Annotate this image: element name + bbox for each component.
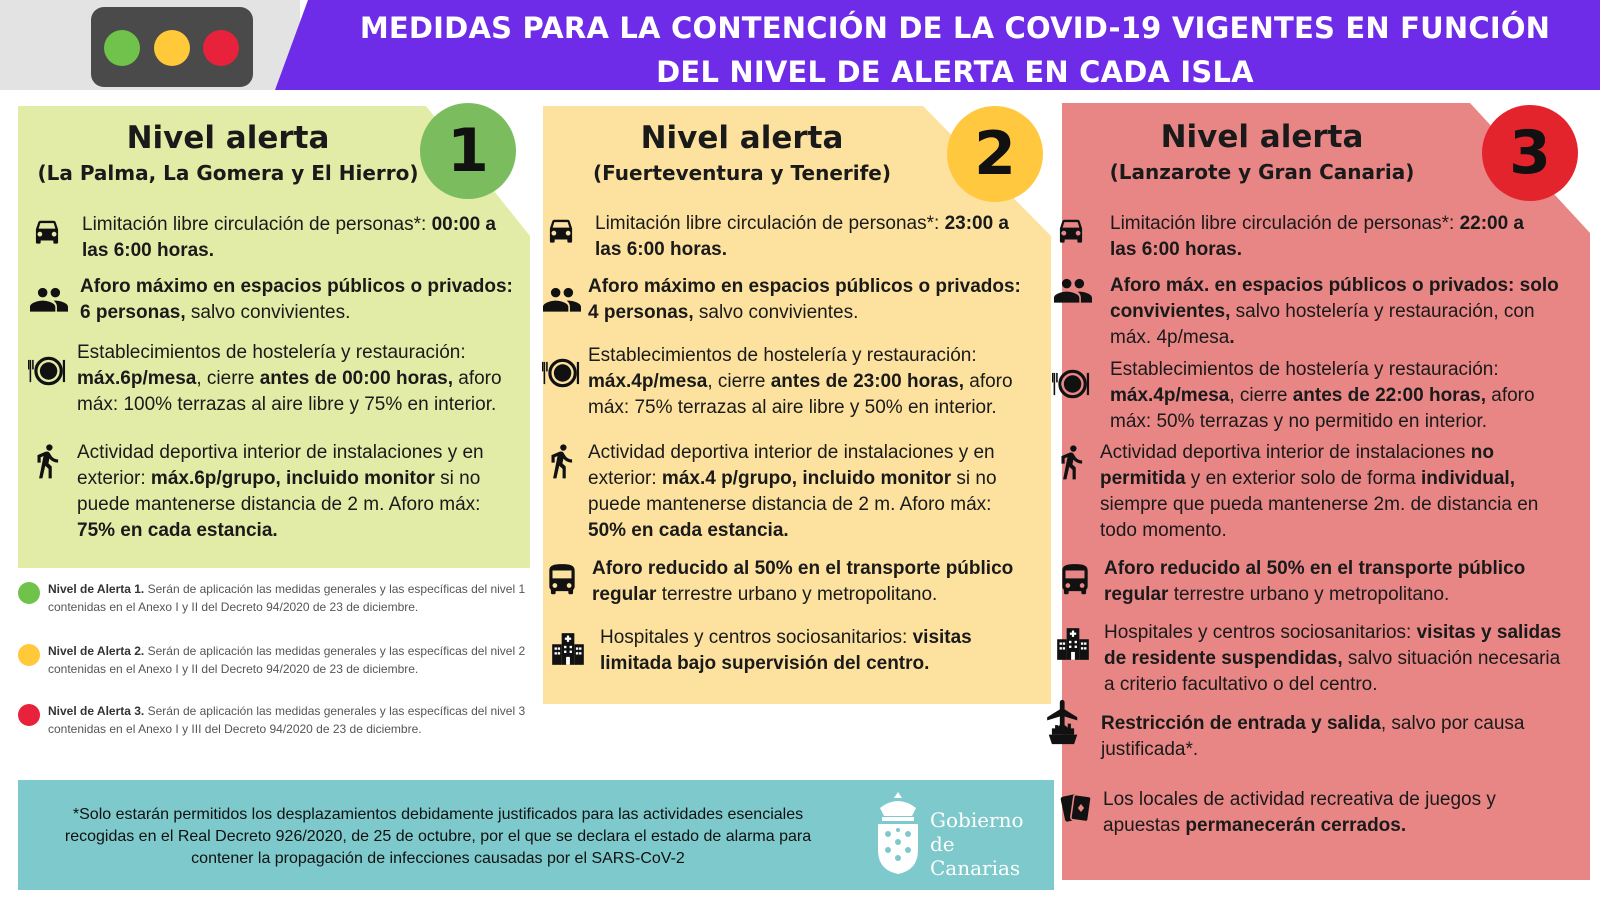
measure-text-bold: visitas y salidas de residente suspendidas, xyxy=(1104,622,1562,669)
people-icon xyxy=(30,280,68,318)
level-number-badge: 3 xyxy=(1482,105,1578,201)
measure-text-bold: antes de 23:00 horas, xyxy=(770,371,964,392)
measure-item xyxy=(600,625,1025,677)
panel-title-main: Nivel alerta xyxy=(126,120,330,156)
page-title-line-1: MEDIDAS PARA LA CONTENCIÓN DE LA COVID-19 VIGENTES EN FUNCIÓN xyxy=(359,11,1551,45)
measure-text-bold: máx.4p/mesa xyxy=(1110,385,1230,406)
note-body: Serán de aplicación las medidas generales y las específicas del nivel 1 contenidas en el Anexo I y II del Decreto 94/2020 de 23 de diciembre. xyxy=(48,582,526,614)
plate-icon xyxy=(1052,365,1090,403)
measure-text: Actividad deportiva interior de instalaciones y en exterior: xyxy=(588,442,995,489)
note-title: Nivel de Alerta 1. xyxy=(48,582,145,596)
measure-text: Limitación libre circulación de personas*: xyxy=(82,214,432,235)
measure-text: Establecimientos de hostelería y restauración: xyxy=(77,342,466,363)
measure-text: salvo hostelería y restauración, con máx. 4p/mesa xyxy=(1110,301,1535,348)
measure-text: terrestre urbano y metropolitano. xyxy=(1168,584,1450,605)
panel-title-islands: (La Palma, La Gomera y El Hierro) xyxy=(37,161,419,185)
panel-title xyxy=(18,118,438,188)
runner-icon xyxy=(1052,443,1090,481)
measure-item xyxy=(1103,787,1543,839)
measure-item xyxy=(588,343,1033,421)
bus-icon xyxy=(543,561,581,599)
measure-text: aforo máx: 50% terrazas y no permitido en interior. xyxy=(1110,385,1535,432)
alert-level-1-panel xyxy=(18,106,530,568)
measure-text: Actividad deportiva interior de instalaciones y en exterior: xyxy=(77,442,484,489)
car-icon xyxy=(28,212,66,250)
measure-text-bold: 22:00 a las 6:00 horas. xyxy=(1110,213,1525,260)
measure-item xyxy=(592,556,1037,608)
canarias-shield-icon xyxy=(870,790,926,876)
runner-icon xyxy=(542,442,580,480)
measure-text-bold: permanecerán cerrados. xyxy=(1185,815,1407,836)
measure-text: , cierre xyxy=(196,368,260,389)
bus-icon xyxy=(1056,561,1094,599)
measure-text-bold: antes de 00:00 horas, xyxy=(259,368,453,389)
yellow-dot-icon xyxy=(18,644,40,666)
hospital-icon xyxy=(1054,625,1092,663)
note-body: Serán de aplicación las medidas generales y las específicas del nivel 3 contenidas en el Anexo I y III del Decreto 94/2020 de 23 de diciembre. xyxy=(48,704,526,736)
page-title xyxy=(320,6,1590,94)
measure-text: si no puede mantenerse distancia de 2 m. Aforo máx: xyxy=(588,468,997,515)
measure-text-bold: Aforo máximo en espacios públicos o privados: 4 personas, xyxy=(588,276,1021,323)
measure-item xyxy=(77,340,517,418)
note-body: Serán de aplicación las medidas generales y las específicas del nivel 2 contenidas en el Anexo I y II del Decreto 94/2020 de 23 de diciembre. xyxy=(48,644,526,676)
measure-item xyxy=(595,211,1025,263)
measure-text: salvo convivientes. xyxy=(185,302,351,323)
runner-icon xyxy=(28,442,66,480)
measure-text: siempre que pueda mantenerse 2m. de distancia en todo momento. xyxy=(1100,494,1539,541)
panel-title-main: Nivel alerta xyxy=(1160,119,1364,155)
measure-text-bold: 00:00 a las 6:00 horas. xyxy=(82,214,497,261)
measure-text-bold: máx.6p/grupo, incluido monitor xyxy=(150,468,435,489)
level-number-badge: 1 xyxy=(420,103,516,199)
measure-text: Hospitales y centros sociosanitarios: xyxy=(1104,622,1417,643)
measure-item xyxy=(588,274,1033,326)
level-number-badge: 2 xyxy=(947,106,1043,202)
measure-item xyxy=(77,440,517,544)
note-title: Nivel de Alerta 3. xyxy=(48,704,145,718)
panel-title-islands: (Fuerteventura y Tenerife) xyxy=(592,161,892,185)
measure-text-bold: no permitida xyxy=(1100,442,1494,489)
measure-text: y en exterior solo de forma xyxy=(1185,468,1422,489)
footer-note: *Solo estarán permitidos los desplazamientos debidamente justificados para las actividades esenciales recogidas en el Real Decreto 926/2020, de 25 de octubre, por el que se declara el estado de alarma para contener la propagación de infecciones causadas por el SARS-CoV-2 xyxy=(64,806,812,867)
measure-text-bold: Restricción de entrada y salida xyxy=(1101,713,1381,734)
measure-text: Hospitales y centros sociosanitarios: xyxy=(600,627,913,648)
measure-item xyxy=(1110,357,1566,435)
footer-banner xyxy=(18,780,1054,890)
logo-text xyxy=(930,808,1050,880)
measure-text: Establecimientos de hostelería y restauración: xyxy=(588,345,977,366)
alert-level-3-panel xyxy=(1062,103,1590,880)
page-title-line-2: DEL NIVEL DE ALERTA EN CADA ISLA xyxy=(656,55,1254,89)
gobierno-de-canarias-logo xyxy=(870,790,1050,880)
measure-text-bold: Aforo reducido al 50% en el transporte público regular xyxy=(1104,558,1526,605)
measure-text-bold: Aforo reducido al 50% en el transporte público regular xyxy=(592,558,1014,605)
measure-text-bold: visitas limitada bajo supervisión del centro. xyxy=(600,627,972,674)
measure-text: Los locales de actividad recreativa de juegos y apuestas xyxy=(1103,789,1496,836)
green-light xyxy=(104,30,140,66)
measure-text-bold: Aforo máx. en espacios públicos o privados: solo convivientes, xyxy=(1110,275,1559,322)
measure-text: Actividad deportiva interior de instalaciones xyxy=(1100,442,1471,463)
measure-text: Establecimientos de hostelería y restauración: xyxy=(1110,359,1499,380)
panel-title-main: Nivel alerta xyxy=(640,120,844,156)
measure-text: , salvo por causa justificada*. xyxy=(1101,713,1525,760)
measure-item xyxy=(1104,620,1574,698)
measure-text-bold: 75% en cada estancia. xyxy=(77,520,278,541)
panel-title xyxy=(543,118,941,188)
green-dot-icon xyxy=(18,582,40,604)
red-light xyxy=(203,30,239,66)
cards-icon xyxy=(1058,789,1096,827)
panel-title-islands: (Lanzarote y Gran Canaria) xyxy=(1109,160,1415,184)
measure-text-bold: máx.4 p/grupo, incluido monitor xyxy=(661,468,952,489)
red-dot-icon xyxy=(18,704,40,726)
measure-text-bold: 23:00 a las 6:00 horas. xyxy=(595,213,1010,260)
measure-item xyxy=(1104,556,1564,608)
panel-title xyxy=(1062,117,1462,187)
note-title: Nivel de Alerta 2. xyxy=(48,644,145,658)
measure-text: aforo máx: 75% terrazas al aire libre y 50% en interior. xyxy=(588,371,1013,418)
measure-text-bold: máx.4p/mesa xyxy=(588,371,708,392)
measure-text-bold: . xyxy=(1229,327,1235,348)
measure-item xyxy=(1100,440,1570,544)
measure-text: Limitación libre circulación de personas*: xyxy=(595,213,945,234)
measure-text: salvo convivientes. xyxy=(693,302,859,323)
car-icon xyxy=(542,211,580,249)
measure-item xyxy=(588,440,1033,544)
measure-text-bold: 50% en cada estancia. xyxy=(588,520,789,541)
measure-text: aforo máx: 100% terrazas al aire libre y 75% en interior. xyxy=(77,368,502,415)
measure-text-bold: individual, xyxy=(1421,468,1515,489)
people-icon xyxy=(1054,271,1092,309)
car-icon xyxy=(1052,211,1090,249)
alert-level-2-panel xyxy=(543,106,1051,704)
measure-item xyxy=(82,212,512,264)
measure-item xyxy=(1101,711,1571,763)
traffic-light-icon xyxy=(91,7,253,87)
plate-icon xyxy=(28,352,66,390)
measure-item xyxy=(80,274,520,326)
plane-ship-icon xyxy=(1044,697,1082,747)
people-icon xyxy=(543,280,581,318)
measure-text: , cierre xyxy=(1229,385,1293,406)
measure-text: , cierre xyxy=(707,371,771,392)
measure-text-bold: antes de 22:00 horas, xyxy=(1292,385,1486,406)
measure-text: terrestre urbano y metropolitano. xyxy=(656,584,938,605)
measure-text: Limitación libre circulación de personas*: xyxy=(1110,213,1460,234)
logo-text-line-1: Gobierno xyxy=(930,808,1024,832)
measure-text: salvo situación necesaria a criterio facultativo o del centro. xyxy=(1104,648,1561,695)
yellow-light xyxy=(154,30,190,66)
measure-text-bold: máx.6p/mesa xyxy=(77,368,197,389)
measure-item xyxy=(1110,273,1566,351)
measure-text: si no puede mantenerse distancia de 2 m. Aforo máx: xyxy=(77,468,481,515)
measure-item xyxy=(1110,211,1550,263)
measure-text-bold: Aforo máximo en espacios públicos o privados: 6 personas, xyxy=(80,276,513,323)
plate-icon xyxy=(542,354,580,392)
hospital-icon xyxy=(549,630,587,668)
logo-text-line-2: de Canarias xyxy=(930,832,1021,880)
